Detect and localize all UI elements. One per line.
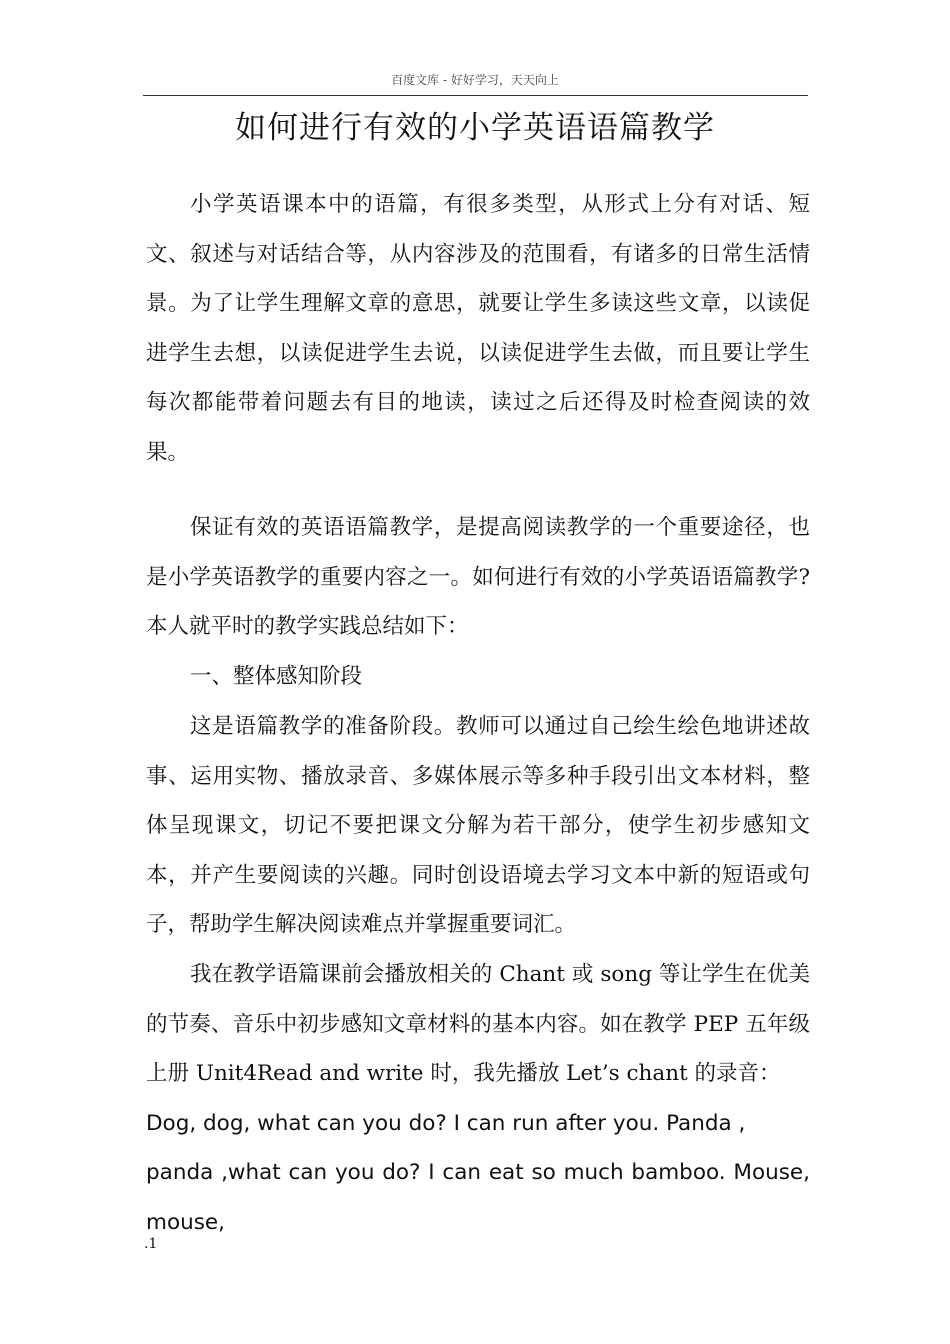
- paragraph-example: 我在教学语篇课前会播放相关的 Chant 或 song 等让学生在优美的节奏、音乐中初步感知文章材料的基本内容。如在教学 PEP 五年级上册 Unit4Read and write 时，我先播放 Let’s chant 的录音：: [146, 962, 810, 1087]
- chant-line-1: Dog, dog, what can you do? I can run after you. Panda ,: [146, 1111, 746, 1136]
- paragraph-section-1: 这是语篇教学的准备阶段。教师可以通过自己绘生绘色地讲述故事、运用实物、播放录音、多媒体展示等多种手段引出文本材料，整体呈现课文，切记不要把课文分解为若干部分，使学生初步感知文本，并产生要阅读的兴趣。同时创设语境去学习文本中新的短语或句子，帮助学生解决阅读难点并掌握重要词汇。: [146, 714, 810, 938]
- paragraph-intro: 小学英语课本中的语篇，有很多类型，从形式上分有对话、短文、叙述与对话结合等，从内容涉及的范围看，有诸多的日常生活情景。为了让学生理解文章的意思，就要让学生多读这些文章，以读促进学生去想，以读促进学生去说，以读促进学生去做，而且要让学生每次都能带着问题去有目的地读，读过之后还得及时检查阅读的效果。: [146, 192, 810, 465]
- document-title: 如何进行有效的小学英语语篇教学: [235, 110, 715, 146]
- page-header-text: 百度文库 - 好好学习，天天向上: [391, 73, 559, 87]
- header-divider: [143, 95, 808, 96]
- paragraph-purpose: 保证有效的英语语篇教学，是提高阅读教学的一个重要途径，也是小学英语教学的重要内容之一。如何进行有效的小学英语语篇教学?本人就平时的教学实践总结如下：: [146, 515, 810, 640]
- chant-line-2: panda ,what can you do? I can eat so much bamboo. Mouse, mouse,: [146, 1160, 810, 1235]
- page-number: .1: [144, 1236, 158, 1252]
- section-heading-1: 一、整体感知阶段: [190, 664, 363, 689]
